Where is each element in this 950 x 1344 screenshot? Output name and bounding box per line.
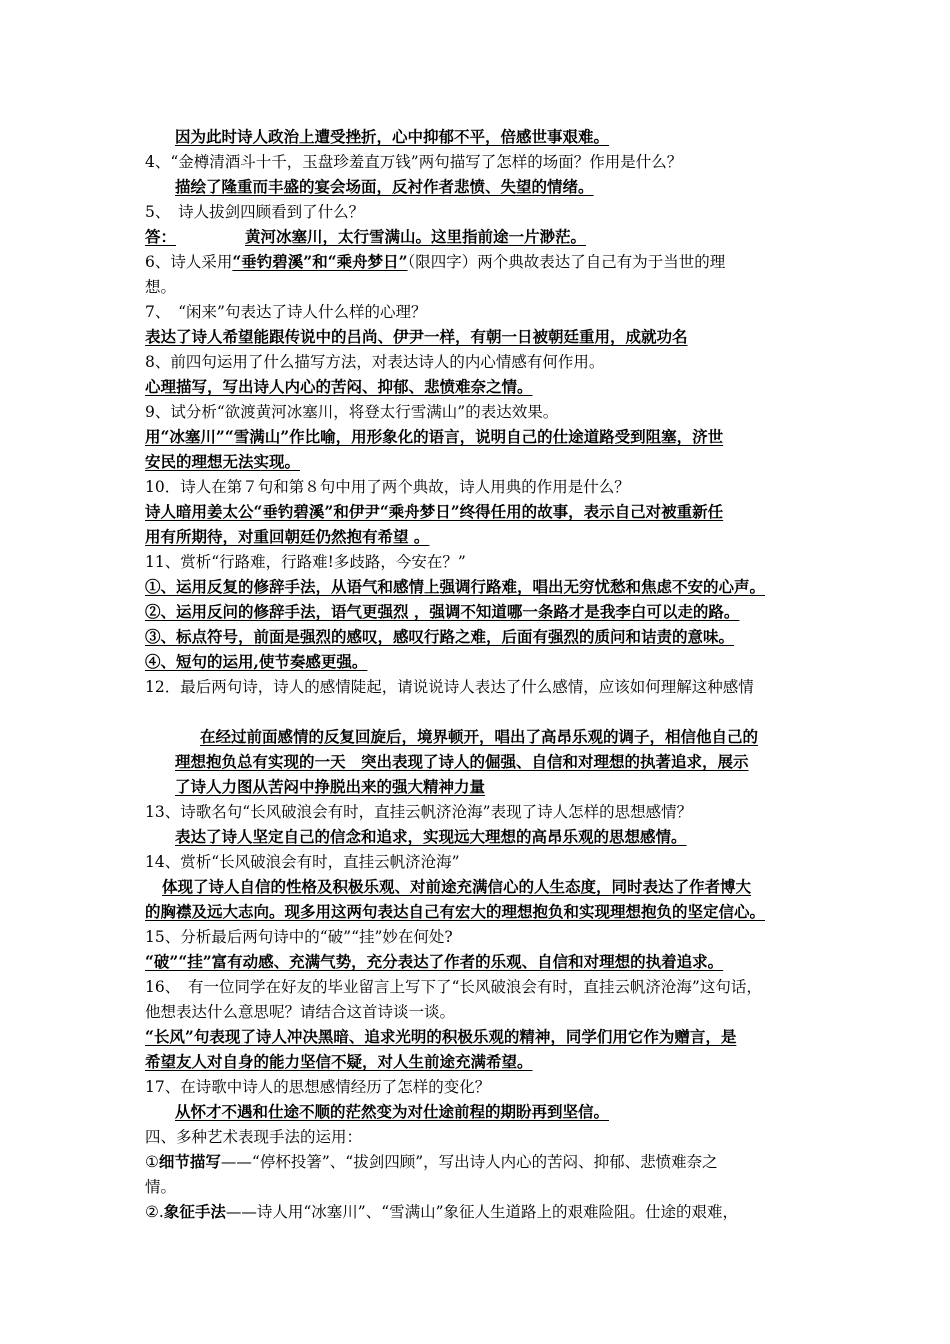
answer-7: 表达了诗人希望能跟传说中的吕尚、伊尹一样，有朝一日被朝廷重用，成就功名 [145,327,688,346]
answer-5: 黄河冰塞川，太行雪满山。这里指前途一片渺茫。 [245,227,587,246]
technique-2-text: ——诗人用“冰塞川”、“雪满山”象征人生道路上的艰难险阻。仕途的艰难， [225,1203,739,1221]
question-8: 8、前四句运用了什么描写方法，对表达诗人的内心情感有何作用。 [145,353,605,371]
answer-12-line3: 了诗人力图从苦闷中挣脱出来的强大精神力量 [175,777,486,796]
answer-16-line1: “长风”句表现了诗人冲决黑暗、追求光明的积极乐观的精神，同学们用它作为赠言，是 [145,1027,737,1046]
question-4: 4、“金樽清酒斗十千，玉盘珍羞直万钱”两句描写了怎样的场面？作用是什么？ [145,153,683,171]
question-5: 5、 诗人拔剑四顾看到了什么？ [145,203,365,221]
answer-5-label: 答： [145,227,177,246]
question-6-end: （限四字）两个典故表达了自己有为于当世的理 [407,253,726,271]
question-16-line2: 他想表达什么意思呢？请结合这首诗谈一谈。 [145,1003,456,1021]
technique-1-text: ——“停杯投箸”、“拔剑四顾”，写出诗人内心的苦闷、抑郁、悲愤难奈之 [220,1153,718,1171]
question-12: 12．最后两句诗，诗人的感情陡起，请说说诗人表达了什么感情，应该如何理解这种感情 [145,678,754,696]
technique-1-name: 细节描写 [158,1152,221,1171]
answer-16-line2: 希望友人对自身的能力坚信不疑，对人生前途充满希望。 [145,1052,533,1071]
question-15: 15、分析最后两句诗中的“破”“挂”妙在何处? [145,928,453,946]
answer-11-point3: ③、标点符号，前面是强烈的感叹，感叹行路之难，后面有强烈的质问和诘责的意味。 [145,627,735,646]
question-10: 10．诗人在第７句和第８句中用了两个典故，诗人用典的作用是什么？ [145,478,630,496]
question-16-line1: 16、 有一位同学在好友的毕业留言上写下了“长风破浪会有时，直挂云帆济沧海”这句话， [145,978,762,996]
answer-8: 心理描写，写出诗人内心的苦闷、抑郁、悲愤难奈之情。 [145,377,533,396]
answer-13: 表达了诗人坚定自己的信念和追求，实现远大理想的高昂乐观的思想感情。 [175,827,687,846]
answer-12-line2: 理想抱负总有实现的一天 突出表现了诗人的倔强、自信和对理想的执著追求，展示 [175,752,749,771]
section-heading-4: 四、多种艺术表现手法的运用： [145,1128,363,1146]
question-13: 13、诗歌名句“长风破浪会有时，直挂云帆济沧海”表现了诗人怎样的思想感情？ [145,803,693,821]
answer-11-point2: ②、运用反问的修辞手法，语气更强烈 ，强调不知道哪一条路才是我李白可以走的路。 [145,602,740,621]
answer-11-point1: ①、运用反复的修辞手法，从语气和感情上强调行路难，唱出无穷忧愁和焦虑不安的心声。 [145,577,766,596]
answer-4: 描绘了隆重而丰盛的宴会场面，反衬作者悲愤、失望的情绪。 [175,177,594,196]
question-9: 9、试分析“欲渡黄河冰塞川，将登太行雪满山”的表达效果。 [145,403,559,421]
technique-1-marker: ① [145,1153,159,1171]
answer-15: “破”“挂”富有动感、充满气势，充分表达了作者的乐观、自信和对理想的执着追求。 [145,952,724,971]
answer-9-line2: 安民的理想无法实现。 [145,452,301,471]
technique-2-name: 象征手法 [163,1202,226,1221]
question-7: 7、 “闲来”句表达了诗人什么样的心理？ [145,303,427,321]
answer-11-point4: ④、短句的运用,使节奏感更强。 [145,652,368,671]
answer-10-line1: 诗人暗用姜太公“垂钓碧溪”和伊尹“乘舟梦日”终得任用的故事，表示自己对被重新任 [145,502,724,521]
question-11: 11、赏析“行路难，行路难!多歧路，今安在？” [145,553,466,571]
technique-2 [145,1202,738,1222]
answer-17: 从怀才不遇和仕途不顺的茫然变为对仕途前程的期盼再到坚信。 [175,1102,610,1121]
answer-3: 因为此时诗人政治上遭受挫折，心中抑郁不平，倍感世事艰难。 [175,127,610,146]
answer-9-line1: 用“冰塞川”“雪满山”作比喻，用形象化的语言，说明自己的仕途道路受到阻塞，济世 [145,427,724,446]
question-6-start: 6、诗人采用 [145,253,233,271]
answer-14-line2: 的胸襟及远大志向。现多用这两句表达自己有宏大的理想抱负和实现理想抱负的坚定信心。 [145,902,766,921]
technique-1-cont: 情。 [145,1178,177,1196]
question-14: 14、赏析“长风破浪会有时，直挂云帆济沧海” [145,853,460,871]
question-17: 17、在诗歌中诗人的思想感情经历了怎样的变化？ [145,1078,491,1096]
question-6-cont: 想。 [145,278,177,296]
answer-14-line1: 体现了诗人自信的性格及积极乐观、对前途充满信心的人生态度，同时表达了作者博大 [162,877,752,896]
question-6-answer: “垂钓碧溪”和“乘舟梦日” [232,252,408,271]
technique-2-marker: ②. [145,1203,164,1221]
question-6 [145,252,725,272]
technique-1 [145,1152,718,1172]
answer-10-line2: 用有所期待，对重回朝廷仍然抱有希望 。 [145,527,430,546]
answer-12-line1: 在经过前面感情的反复回旋后，境界顿开，唱出了高昂乐观的调子，相信他自己的 [200,727,759,746]
